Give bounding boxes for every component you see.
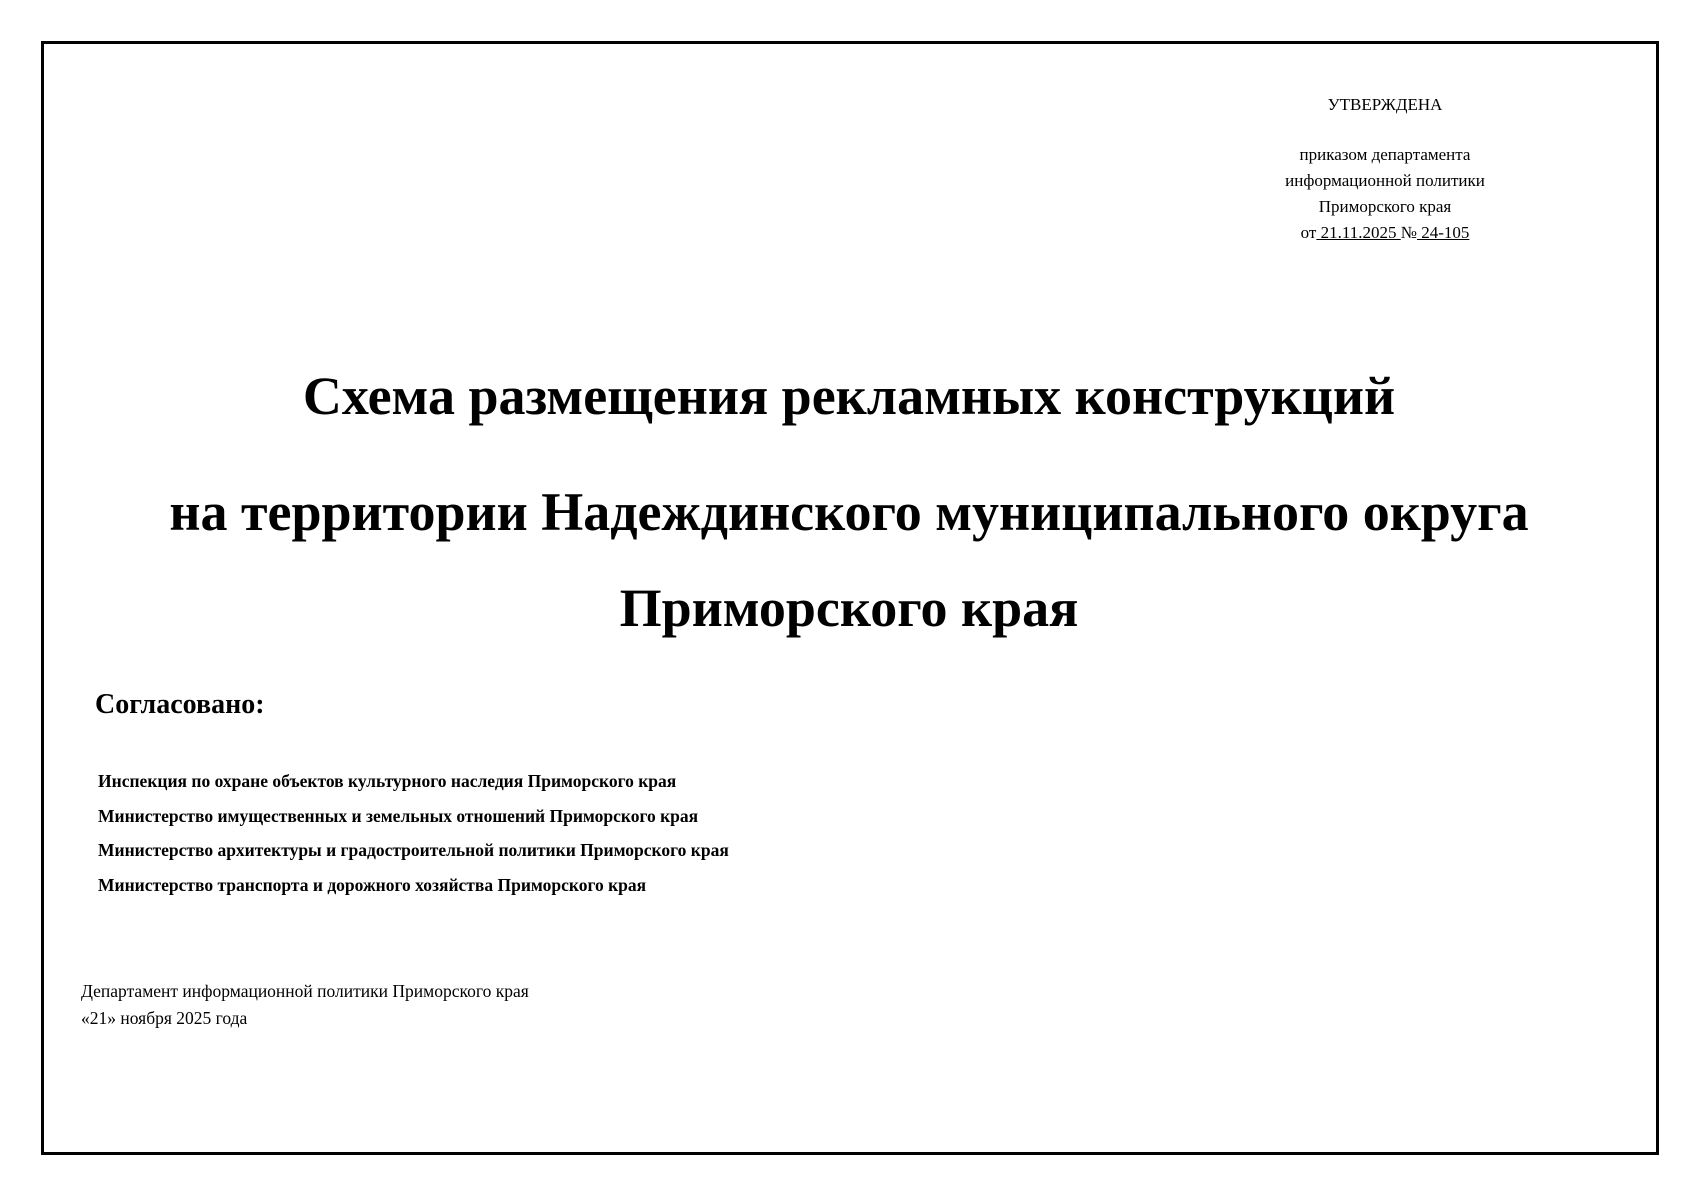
- approval-line-3: Приморского края: [1318, 197, 1452, 216]
- approval-line-1: приказом департамента: [1299, 145, 1471, 164]
- approval-date: 21.11.2025: [1316, 223, 1401, 242]
- organization-item: Министерство архитектуры и градостроительной политики Приморского края: [98, 840, 729, 860]
- footer-block: [81, 978, 529, 1032]
- organization-item: Инспекция по охране объектов культурного наследия Приморского края: [98, 771, 677, 791]
- approval-line-2: информационной политики: [1285, 171, 1485, 190]
- title-line-3: Приморского края: [619, 578, 1079, 638]
- approval-block: [1220, 92, 1550, 246]
- title-line-1: Схема размещения рекламных конструкций: [302, 366, 1396, 426]
- approval-stamp: УТВЕРЖДЕНА: [1327, 95, 1443, 114]
- approval-order-line: [1220, 220, 1550, 246]
- approval-number-prefix: №: [1400, 223, 1417, 242]
- organization-item: Министерство транспорта и дорожного хозяйства Приморского края: [98, 874, 647, 895]
- footer-date: «21» ноября 2025 года: [81, 1008, 248, 1028]
- title-line-2: на территории Надеждинского муниципального округа: [169, 482, 1529, 542]
- organization-item: Министерство имущественных и земельных отношений Приморского края: [98, 805, 699, 826]
- agreed-heading: Согласовано:: [95, 689, 265, 720]
- approval-number: 24-105: [1416, 223, 1470, 242]
- footer-department: Департамент информационной политики Приморского края: [81, 981, 529, 1001]
- approval-date-prefix: от: [1300, 223, 1317, 242]
- agreed-organizations-list: [98, 764, 729, 902]
